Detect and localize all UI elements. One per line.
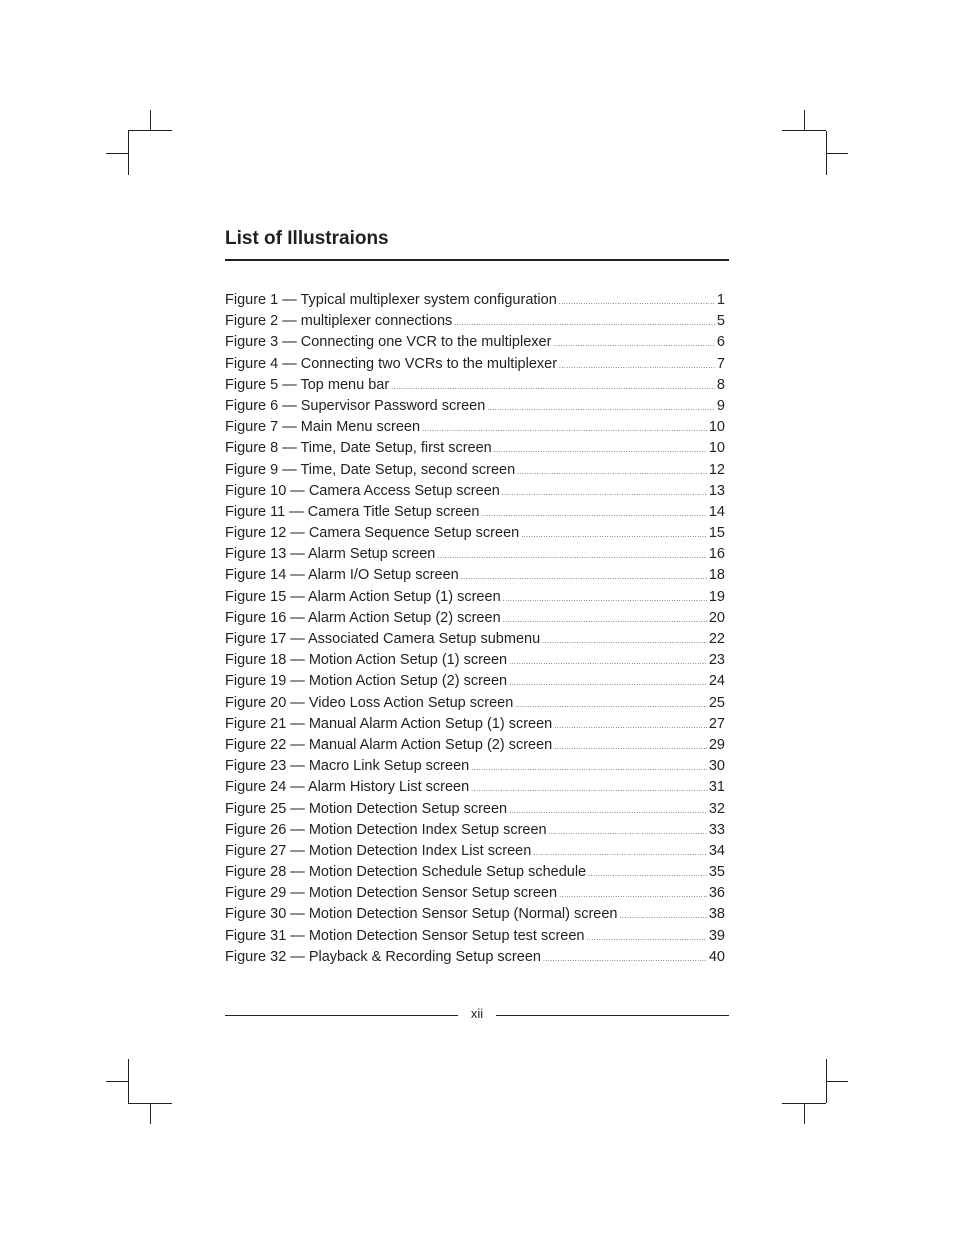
dot-leader [521,525,707,546]
list-item[interactable] [225,438,725,459]
figure-page-number: 25 [708,694,725,711]
dot-leader [502,483,707,504]
dot-leader [559,356,715,377]
footer-rule-left [225,1015,458,1016]
figure-page-number: 34 [708,842,725,859]
dot-leader [487,398,715,419]
list-item[interactable] [225,904,725,925]
page-title: List of Illustraions [225,228,389,249]
crop-mark-top-right-horizontal [782,130,826,131]
figure-title: Figure 23 — Macro Link Setup screen [225,758,470,775]
figure-page-number: 35 [708,864,725,881]
list-item[interactable] [225,290,725,311]
figure-page-number: 13 [708,482,725,499]
figure-title: Figure 3 — Connecting one VCR to the multiplexer [225,334,552,351]
dot-leader [509,673,707,694]
figure-page-number: 7 [716,355,725,372]
dot-leader [517,462,707,483]
figure-page-number: 39 [708,927,725,944]
list-item[interactable] [225,417,725,438]
footer-rule-right [496,1015,729,1016]
list-of-illustrations [225,290,725,968]
list-item[interactable] [225,883,725,904]
dot-leader [471,758,707,779]
figure-title: Figure 13 — Alarm Setup screen [225,546,436,563]
dot-leader [481,504,706,525]
figure-page-number: 29 [708,736,725,753]
figure-page-number: 24 [708,673,725,690]
crop-mark-bottom-left-horizontal [106,1081,128,1082]
figure-page-number: 10 [708,440,725,457]
list-item[interactable] [225,650,725,671]
list-item[interactable] [225,332,725,353]
list-item[interactable] [225,693,725,714]
list-item[interactable] [225,523,725,544]
figure-page-number: 12 [708,461,725,478]
dot-leader [509,652,707,673]
figure-title: Figure 20 — Video Loss Action Setup screen [225,694,514,711]
figure-title: Figure 29 — Motion Detection Sensor Setup screen [225,885,558,902]
dot-leader [515,695,707,716]
dot-leader [437,546,707,567]
list-item[interactable] [225,629,725,650]
figure-title: Figure 19 — Motion Action Setup (2) screen [225,673,508,690]
list-item[interactable] [225,460,725,481]
list-item[interactable] [225,354,725,375]
list-item[interactable] [225,544,725,565]
dot-leader [542,631,707,652]
figure-page-number: 23 [708,652,725,669]
figure-page-number: 1 [716,292,725,308]
figure-title: Figure 32 — Playback & Recording Setup screen [225,948,541,965]
crop-mark-bottom-right-horizontal [826,1081,848,1082]
figure-title: Figure 6 — Supervisor Password screen [225,397,486,414]
figure-page-number: 6 [716,334,725,351]
list-item[interactable] [225,502,725,523]
figure-page-number: 5 [716,313,725,330]
list-item[interactable] [225,671,725,692]
title-rule [225,259,729,261]
figure-title: Figure 26 — Motion Detection Index Setup screen [225,821,547,838]
list-item[interactable] [225,777,725,798]
list-item[interactable] [225,862,725,883]
figure-page-number: 10 [708,419,725,436]
crop-mark-bottom-left-vertical-2 [150,1103,151,1124]
dot-leader [503,610,707,631]
figure-page-number: 14 [708,503,725,520]
list-item[interactable] [225,799,725,820]
dot-leader [509,801,707,822]
dot-leader [554,737,707,758]
crop-mark-top-left-horizontal-2 [106,153,128,154]
figure-title: Figure 11 — Camera Title Setup screen [225,503,480,520]
figure-title: Figure 21 — Manual Alarm Action Setup (1) screen [225,715,553,732]
figure-title: Figure 7 — Main Menu screen [225,419,421,436]
figure-page-number: 19 [708,588,725,605]
figure-title: Figure 14 — Alarm I/O Setup screen [225,567,459,584]
figure-page-number: 38 [708,906,725,923]
list-item[interactable] [225,735,725,756]
page-number: xii [470,1006,484,1021]
crop-mark-top-left-horizontal [128,130,172,131]
figure-title: Figure 18 — Motion Action Setup (1) screen [225,652,508,669]
figure-title: Figure 17 — Associated Camera Setup submenu [225,631,541,647]
list-item[interactable] [225,947,725,968]
dot-leader [533,843,707,864]
figure-page-number: 30 [708,758,725,775]
figure-page-number: 8 [716,376,725,393]
crop-mark-top-left-vertical-2 [128,131,129,175]
dot-leader [553,334,715,355]
crop-mark-top-left-vertical [150,110,151,131]
crop-mark-top-right-vertical [804,110,805,131]
figure-title: Figure 9 — Time, Date Setup, second screen [225,461,516,478]
figure-page-number: 22 [708,631,725,647]
list-item[interactable] [225,311,725,332]
list-item[interactable] [225,481,725,502]
figure-page-number: 20 [708,609,725,626]
figure-title: Figure 4 — Connecting two VCRs to the multiplexer [225,355,558,372]
list-item[interactable] [225,565,725,586]
figure-page-number: 15 [708,525,725,542]
dot-leader [549,822,707,843]
figure-title: Figure 22 — Manual Alarm Action Setup (2) screen [225,736,553,753]
figure-title: Figure 15 — Alarm Action Setup (1) screen [225,588,501,605]
crop-mark-top-right-horizontal-2 [826,153,848,154]
figure-title: Figure 27 — Motion Detection Index List screen [225,842,532,859]
figure-page-number: 36 [708,885,725,902]
figure-page-number: 31 [708,779,725,796]
figure-title: Figure 31 — Motion Detection Sensor Setup test screen [225,927,585,944]
dot-leader [454,313,715,334]
figure-page-number: 40 [708,948,725,965]
dot-leader [543,949,707,970]
figure-title: Figure 12 — Camera Sequence Setup screen [225,525,520,542]
figure-title: Figure 16 — Alarm Action Setup (2) screen [225,609,501,626]
crop-mark-bottom-right-vertical-2 [804,1103,805,1124]
figure-title: Figure 10 — Camera Access Setup screen [225,482,500,499]
dot-leader [494,440,707,461]
list-item[interactable] [225,756,725,777]
figure-title: Figure 28 — Motion Detection Schedule Setup schedule [225,864,587,881]
figure-title: Figure 2 — multiplexer connections [225,313,453,330]
figure-title: Figure 1 — Typical multiplexer system configuration [225,292,557,308]
list-item[interactable] [225,396,725,417]
figure-title: Figure 25 — Motion Detection Setup screen [225,800,508,817]
dot-leader [391,377,715,398]
figure-page-number: 27 [708,715,725,732]
dot-leader [588,864,707,885]
crop-mark-bottom-right-vertical [826,1059,827,1103]
figure-page-number: 33 [708,821,725,838]
list-item[interactable] [225,375,725,396]
figure-page-number: 16 [708,546,725,563]
crop-mark-bottom-left-vertical [128,1059,129,1103]
dot-leader [619,906,706,927]
list-item[interactable] [225,587,725,608]
list-item[interactable] [225,714,725,735]
dot-leader [503,589,707,610]
figure-page-number: 9 [716,397,725,414]
list-item[interactable] [225,926,725,947]
dot-leader [559,292,715,313]
dot-leader [554,716,707,737]
dot-leader [461,567,707,588]
dot-leader [586,928,706,949]
figure-title: Figure 5 — Top menu bar [225,376,390,393]
dot-leader [559,885,707,906]
list-item[interactable] [225,841,725,862]
dot-leader [471,779,707,800]
figure-title: Figure 30 — Motion Detection Sensor Setup (Normal) screen [225,906,618,923]
figure-title: Figure 24 — Alarm History List screen [225,779,470,796]
figure-title: Figure 8 — Time, Date Setup, first screen [225,440,492,457]
dot-leader [422,419,707,440]
figure-page-number: 32 [708,800,725,817]
list-item[interactable] [225,820,725,841]
list-item[interactable] [225,608,725,629]
figure-page-number: 18 [708,567,725,584]
